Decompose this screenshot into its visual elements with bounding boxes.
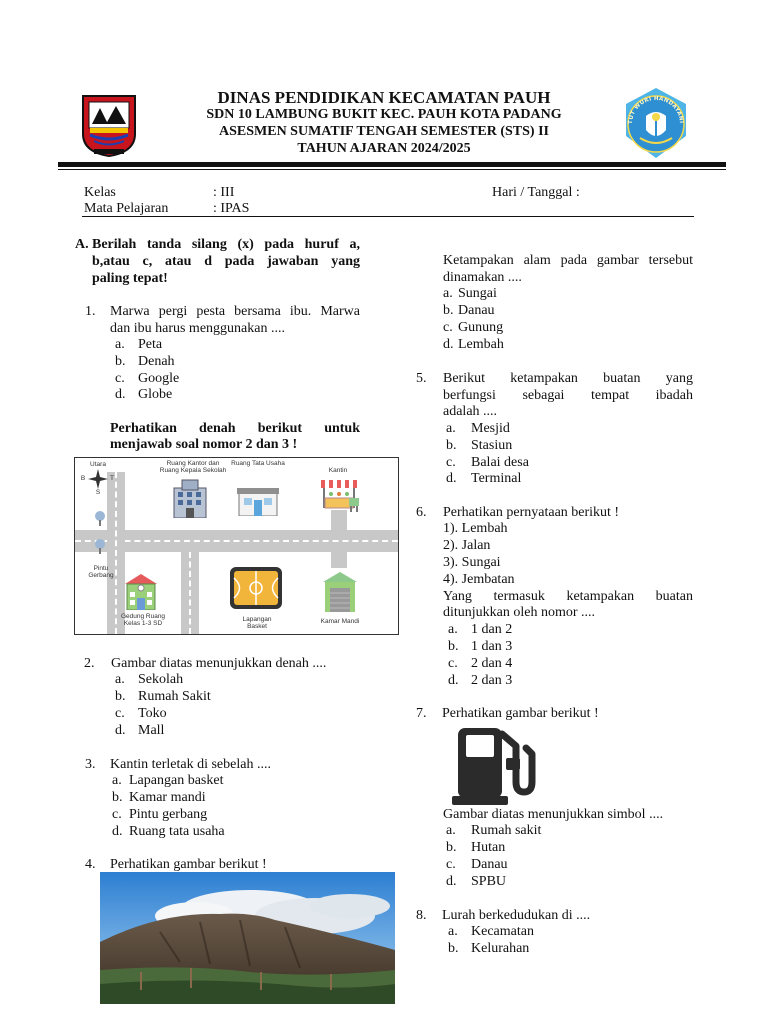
q5-line-3: adalah ....: [443, 404, 498, 419]
q8-text: Lurah berkedudukan di ....: [442, 908, 591, 923]
option-letter: a.: [115, 337, 125, 352]
q6-line-2: ditunjukkan oleh nomor ....: [443, 605, 596, 620]
option-letter: c.: [448, 656, 458, 671]
label-lapangan: Lapangan Basket: [242, 616, 272, 630]
q6-number: 6.: [416, 505, 427, 520]
option-text: Gunung: [458, 320, 504, 335]
option-letter: a.: [446, 823, 456, 838]
option-letter: a.: [448, 924, 458, 939]
option-text: Rumah sakit: [471, 823, 542, 838]
q5-line-2: berfungsi sebagai tempat ibadah: [443, 388, 693, 403]
header-rule-thin: [58, 169, 726, 170]
option-text: Hutan: [471, 840, 506, 855]
tree-icon: [93, 538, 107, 559]
option-text: Pintu gerbang: [129, 807, 208, 822]
label-kamar-mandi: Kamar Mandi: [320, 618, 360, 625]
mapel-value: : IPAS: [213, 201, 250, 216]
kelas-label: Kelas: [84, 185, 116, 200]
option-text: Kamar mandi: [129, 790, 206, 805]
option-text: 1 dan 3: [471, 639, 513, 654]
option-letter: b.: [443, 303, 454, 318]
option-letter: b.: [112, 790, 123, 805]
q6-item-4: 4). Jembatan: [443, 572, 515, 587]
option-text: Toko: [138, 706, 167, 721]
q2-number: 2.: [84, 656, 95, 671]
q6-item-3: 3). Sungai: [443, 555, 501, 570]
q6-line-1: Yang termasuk ketampakan buatan: [443, 589, 693, 604]
school-map: [74, 457, 399, 635]
label-tata-usaha: Ruang Tata Usaha: [231, 460, 285, 467]
option-letter: c.: [115, 706, 125, 721]
q3-number: 3.: [85, 757, 96, 772]
q4-number: 4.: [85, 857, 96, 872]
option-text: SPBU: [471, 874, 507, 889]
option-letter: b.: [446, 840, 457, 855]
q6-item-2: 2). Jalan: [443, 538, 491, 553]
option-text: 2 dan 4: [471, 656, 513, 671]
q7-question: Gambar diatas menunjukkan simbol ....: [443, 807, 664, 822]
label-gedung: Gedung Ruang Kelas 1-3 SD: [120, 613, 166, 627]
option-letter: d.: [115, 387, 126, 402]
hari-tanggal-label: Hari / Tanggal :: [492, 185, 580, 200]
q5-line-1: Berikut ketampakan buatan yang: [443, 371, 693, 386]
option-letter: b.: [446, 438, 457, 453]
compass-south: S: [95, 489, 101, 496]
option-text: Kelurahan: [471, 941, 530, 956]
mountain-photo: [100, 872, 395, 1004]
option-letter: d.: [446, 874, 457, 889]
section-a-line-2: b,atau c, atau d pada jawaban yang: [92, 254, 360, 269]
option-letter: b.: [448, 941, 459, 956]
q7-text: Perhatikan gambar berikut !: [442, 706, 599, 721]
q4-cont-line-1: Ketampakan alam pada gambar tersebut: [443, 253, 693, 268]
q4-text: Perhatikan gambar berikut !: [110, 857, 267, 872]
option-letter: d.: [443, 337, 454, 352]
option-text: Peta: [138, 337, 163, 352]
option-text: Sekolah: [138, 672, 184, 687]
option-text: Lapangan basket: [129, 773, 224, 788]
option-letter: c.: [112, 807, 122, 822]
q7-number: 7.: [416, 706, 427, 721]
option-text: Denah: [138, 354, 175, 369]
logo-lettering: TUT WURI HANDAYANI: [627, 95, 685, 125]
option-letter: b.: [448, 639, 459, 654]
option-text: Danau: [458, 303, 495, 318]
option-text: Kecamatan: [471, 924, 534, 939]
tut-wuri-handayani-logo: [620, 86, 692, 160]
q6-text: Perhatikan pernyataan berikut !: [443, 505, 620, 520]
q2-text: Gambar diatas menunjukkan denah ....: [111, 656, 327, 671]
option-letter: b.: [115, 689, 126, 704]
mapel-label: Mata Pelajaran: [84, 201, 169, 216]
note-line-2: menjawab soal nomor 2 dan 3 !: [110, 437, 298, 452]
office-building-icon: [170, 478, 210, 523]
option-text: Globe: [138, 387, 173, 402]
option-letter: a.: [115, 672, 125, 687]
header-rule-thick: [58, 162, 726, 167]
option-text: Mesjid: [471, 421, 510, 436]
option-letter: a.: [443, 286, 453, 301]
q4-cont-line-2: dinamakan ....: [443, 270, 522, 285]
q8-number: 8.: [416, 908, 427, 923]
header-title-4: TAHUN AJARAN 2024/2025: [297, 141, 471, 156]
option-letter: d.: [448, 673, 459, 688]
option-text: Lembah: [458, 337, 504, 352]
option-text: Stasiun: [471, 438, 513, 453]
tree-icon: [93, 510, 107, 531]
classroom-building-icon: [121, 572, 161, 615]
section-a-line-3: paling tepat!: [92, 271, 168, 286]
canteen-seat-icon: [347, 496, 361, 517]
option-letter: d.: [112, 824, 123, 839]
q1-number: 1.: [85, 304, 96, 319]
option-text: Rumah Sakit: [138, 689, 211, 704]
option-letter: b.: [115, 354, 126, 369]
option-text: 2 dan 3: [471, 673, 513, 688]
option-text: Sungai: [458, 286, 497, 301]
option-letter: c.: [446, 455, 456, 470]
section-a-line-1: Berilah tanda silang (x) pada huruf a,: [92, 237, 360, 252]
admin-office-icon: [237, 482, 279, 521]
option-text: Terminal: [471, 471, 522, 486]
header-title-3: ASESMEN SUMATIF TENGAH SEMESTER (STS) II: [219, 124, 549, 139]
option-text: 1 dan 2: [471, 622, 513, 637]
option-text: Danau: [471, 857, 508, 872]
header-title-2: SDN 10 LAMBUNG BUKIT KEC. PAUH KOTA PADANG: [206, 107, 562, 122]
label-kantor: Ruang Kantor dan Ruang Kepala Sekolah: [159, 460, 227, 474]
option-text: Ruang tata usaha: [129, 824, 225, 839]
header-title-1: DINAS PENDIDIKAN KECAMATAN PAUH: [217, 88, 551, 107]
compass-east: T: [110, 475, 114, 482]
option-letter: a.: [446, 421, 456, 436]
label-pintu-gerbang: Pintu Gerbang: [88, 565, 114, 579]
section-a-marker: A.: [75, 237, 89, 252]
q1-line-2: dan ibu harus menggunakan ....: [110, 321, 285, 336]
fuel-pump-icon: [450, 724, 536, 806]
option-letter: a.: [448, 622, 458, 637]
q5-number: 5.: [416, 371, 427, 386]
q1-line-1: Marwa pergi pesta bersama ibu. Marwa: [110, 304, 360, 319]
kelas-value: : III: [213, 185, 235, 200]
road-marking: [189, 552, 191, 634]
label-kantin: Kantin: [328, 467, 348, 474]
compass-west: B: [80, 475, 86, 482]
option-letter: c.: [443, 320, 453, 335]
option-letter: a.: [112, 773, 122, 788]
compass-label: Utara: [90, 461, 106, 468]
road-stub: [331, 552, 347, 568]
option-text: Mall: [138, 723, 165, 738]
option-text: Balai desa: [471, 455, 529, 470]
option-text: Google: [138, 371, 180, 386]
option-letter: c.: [115, 371, 125, 386]
road-marking: [115, 472, 117, 634]
note-line-1: Perhatikan denah berikut untuk: [110, 421, 360, 436]
q3-text: Kantin terletak di sebelah ....: [110, 757, 271, 772]
option-letter: d.: [115, 723, 126, 738]
basketball-court-icon: [229, 566, 283, 615]
option-letter: c.: [446, 857, 456, 872]
option-letter: d.: [446, 471, 457, 486]
restroom-building-icon: [321, 570, 359, 617]
q6-item-1: 1). Lembah: [443, 521, 508, 536]
info-rule: [82, 216, 694, 217]
